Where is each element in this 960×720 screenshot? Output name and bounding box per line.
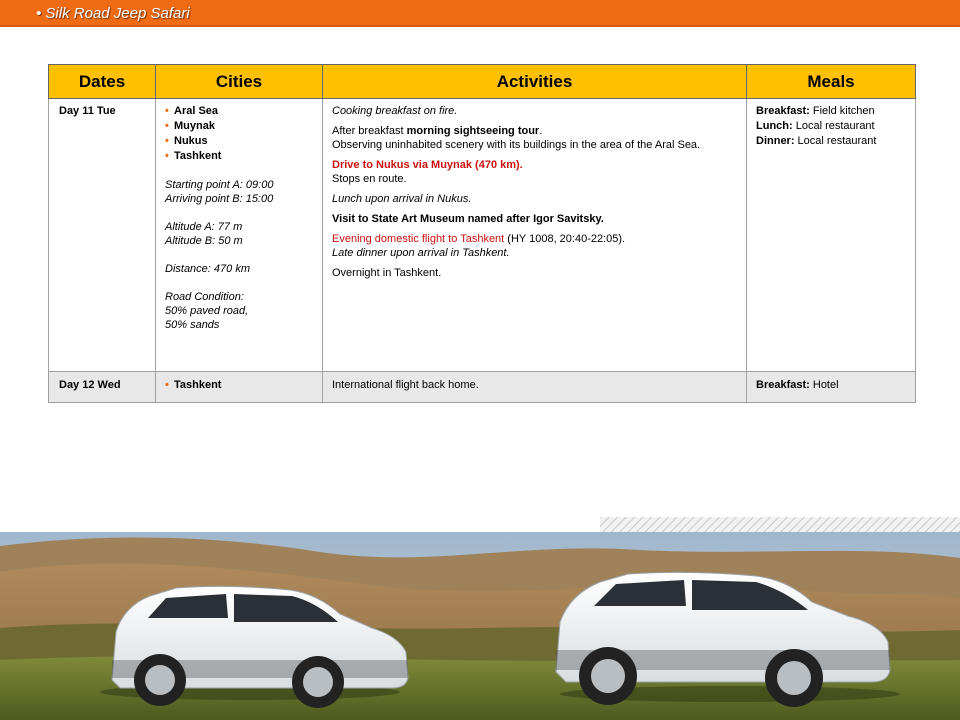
activity-observing: Observing uninhabited scenery with its buildings in the area of the Aral Sea. <box>332 139 701 151</box>
header-meals: Meals <box>747 65 916 99</box>
activity-dinner: Late dinner upon arrival in Tashkent. <box>332 247 510 259</box>
altitude-a: Altitude A: 77 m <box>165 221 243 233</box>
date-cell: Day 11 Tue <box>49 99 156 372</box>
cities-cell <box>156 372 323 403</box>
table-header-row <box>49 65 916 99</box>
meal-breakfast: Breakfast: Field kitchen <box>756 105 875 117</box>
activity-sightseeing: After breakfast morning sightseeing tour. <box>332 125 543 137</box>
title-bar <box>0 0 960 27</box>
meal-lunch: Lunch: Local restaurant <box>756 120 875 132</box>
meal-breakfast: Breakfast: Hotel <box>756 379 839 391</box>
activities-cell <box>323 99 747 372</box>
page-title: • Silk Road Jeep Safari <box>36 5 190 22</box>
activity-flight: Evening domestic flight to Tashkent (HY 1008, 20:40-22:05). <box>332 233 626 245</box>
activity-drive: Drive to Nukus via Muynak (470 km). <box>332 159 523 171</box>
table-row <box>49 372 916 403</box>
city-item: • Tashkent <box>165 378 313 393</box>
activities-cell <box>323 372 747 403</box>
city-item: • Nukus <box>165 134 313 149</box>
decorative-stripes <box>600 517 960 532</box>
road-condition-paved: 50% paved road, <box>165 305 249 317</box>
cities-cell <box>156 99 323 372</box>
meal-dinner: Dinner: Local restaurant <box>756 135 877 147</box>
meals-cell <box>747 372 916 403</box>
city-item: • Aral Sea <box>165 104 313 119</box>
header-cities: Cities <box>156 65 323 99</box>
table-row <box>49 99 916 372</box>
altitude-b: Altitude B: 50 m <box>165 235 243 247</box>
jeep-landscape-photo <box>0 532 960 720</box>
activity-stops: Stops en route. <box>332 173 407 185</box>
header-activities: Activities <box>323 65 747 99</box>
activity-museum: Visit to State Art Museum named after Igor Savitsky. <box>332 213 604 225</box>
activity-breakfast: Cooking breakfast on fire. <box>332 105 458 117</box>
road-condition-sands: 50% sands <box>165 319 220 331</box>
road-condition-label: Road Condition: <box>165 291 244 303</box>
arrive-time: Arriving point B: 15:00 <box>165 193 274 205</box>
activity-lunch: Lunch upon arrival in Nukus. <box>332 193 472 205</box>
header-dates: Dates <box>49 65 156 99</box>
meals-cell <box>747 99 916 372</box>
distance: Distance: 470 km <box>165 263 250 275</box>
activity-overnight: Overnight in Tashkent. <box>332 267 442 279</box>
activity-flight-home: International flight back home. <box>332 379 479 391</box>
city-list <box>165 104 313 164</box>
itinerary-table <box>48 64 916 403</box>
city-item: • Muynak <box>165 119 313 134</box>
city-item: • Tashkent <box>165 149 313 164</box>
city-list <box>165 378 313 393</box>
start-time: Starting point A: 09:00 <box>165 179 274 191</box>
date-cell: Day 12 Wed <box>49 372 156 403</box>
